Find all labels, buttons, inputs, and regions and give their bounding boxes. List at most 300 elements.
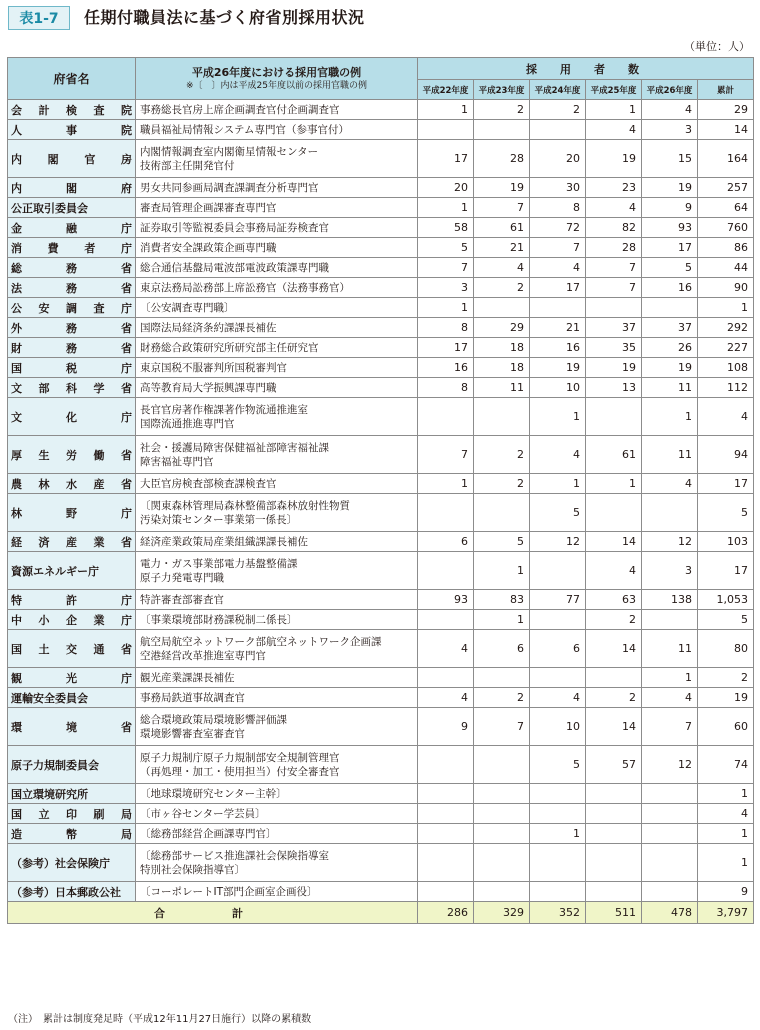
year-value: 1 xyxy=(418,198,474,218)
table-row xyxy=(8,218,754,238)
year-value: 1 xyxy=(418,100,474,120)
year-value: 20 xyxy=(418,178,474,198)
year-value: 26 xyxy=(642,338,698,358)
year-value: 3 xyxy=(418,278,474,298)
year-value xyxy=(474,804,530,824)
table-row xyxy=(8,590,754,610)
year-value xyxy=(530,804,586,824)
year-value xyxy=(418,804,474,824)
year-value xyxy=(586,668,642,688)
year-value: 5 xyxy=(530,494,586,532)
year-value: 19 xyxy=(642,358,698,378)
total-year-value: 478 xyxy=(642,902,698,924)
cumulative-value: 1 xyxy=(698,824,754,844)
year-value: 138 xyxy=(642,590,698,610)
ministry-name: 環 境 省 xyxy=(8,708,136,746)
header-year: 平成24年度 xyxy=(530,80,586,100)
year-value xyxy=(474,824,530,844)
year-value xyxy=(418,552,474,590)
table-row xyxy=(8,882,754,902)
cumulative-value: 112 xyxy=(698,378,754,398)
post-example-cell xyxy=(136,824,418,844)
year-value: 82 xyxy=(586,218,642,238)
year-value xyxy=(418,668,474,688)
post-example: 総合環境政策局環境影響評価課 xyxy=(140,713,287,726)
year-value xyxy=(530,882,586,902)
ministry-name: 外 務 省 xyxy=(8,318,136,338)
post-example: 航空局航空ネットワーク部航空ネットワーク企画課 xyxy=(140,635,382,648)
post-example: 財務総合政策研究所研究部主任研究官 xyxy=(140,341,319,354)
post-example-cell xyxy=(136,882,418,902)
post-example: 消費者安全課政策企画専門職 xyxy=(140,241,277,254)
cumulative-value: 4 xyxy=(698,398,754,436)
post-example: 職員福祉局情報システム専門官（参事官付） xyxy=(140,123,349,136)
year-value: 5 xyxy=(474,532,530,552)
year-value: 23 xyxy=(586,178,642,198)
year-value xyxy=(418,844,474,882)
year-value xyxy=(418,494,474,532)
unit-label: （単位：人） xyxy=(684,40,750,53)
table-row xyxy=(8,844,754,882)
year-value xyxy=(642,844,698,882)
post-example-cell xyxy=(136,668,418,688)
year-value: 2 xyxy=(474,688,530,708)
post-example: 空港経営改革推進室専門官 xyxy=(140,649,266,662)
cumulative-value: 74 xyxy=(698,746,754,784)
year-value xyxy=(474,746,530,784)
table-row xyxy=(8,688,754,708)
table-row xyxy=(8,436,754,474)
year-value: 7 xyxy=(418,436,474,474)
post-example: 〔総務部サービス推進課社会保険指導室 xyxy=(140,849,329,862)
header-year: 平成25年度 xyxy=(586,80,642,100)
table-row xyxy=(8,378,754,398)
ministry-name: 国 立 印 刷 局 xyxy=(8,804,136,824)
header-posts-note: ※〔 〕内は平成25年度以前の採用官職の例 xyxy=(186,80,367,91)
post-example: 〔コーポレートIT部門企画室企画役〕 xyxy=(140,885,318,898)
cumulative-value: 103 xyxy=(698,532,754,552)
year-value: 30 xyxy=(530,178,586,198)
post-example: 高等教育局大学振興課専門職 xyxy=(140,381,277,394)
post-example: 特別社会保険指導官〕 xyxy=(140,863,245,876)
cumulative-value: 5 xyxy=(698,610,754,630)
year-value xyxy=(642,610,698,630)
ministry-name: 人 事 院 xyxy=(8,120,136,140)
cumulative-value: 17 xyxy=(698,552,754,590)
year-value: 11 xyxy=(642,630,698,668)
cumulative-value: 29 xyxy=(698,100,754,120)
year-value xyxy=(474,120,530,140)
year-value: 7 xyxy=(530,238,586,258)
header-recruit-count: 採 用 者 数 xyxy=(418,58,754,80)
post-example-cell xyxy=(136,590,418,610)
year-value: 10 xyxy=(530,708,586,746)
post-example-cell xyxy=(136,436,418,474)
cumulative-value: 80 xyxy=(698,630,754,668)
ministry-name: （参考）日本郵政公社 xyxy=(8,882,136,902)
year-value: 19 xyxy=(586,358,642,378)
post-example: 観光産業課課長補佐 xyxy=(140,671,235,684)
cumulative-value: 257 xyxy=(698,178,754,198)
ministry-name: 文 部 科 学 省 xyxy=(8,378,136,398)
year-value: 61 xyxy=(474,218,530,238)
year-value: 11 xyxy=(642,436,698,474)
year-value: 12 xyxy=(530,532,586,552)
year-value: 2 xyxy=(530,100,586,120)
cumulative-value: 14 xyxy=(698,120,754,140)
ministry-name: 消 費 者 庁 xyxy=(8,238,136,258)
cumulative-value: 17 xyxy=(698,474,754,494)
post-example-cell xyxy=(136,218,418,238)
year-value: 17 xyxy=(418,140,474,178)
table-row xyxy=(8,358,754,378)
post-example: 総合通信基盤局電波部電波政策課専門職 xyxy=(140,261,329,274)
post-example-cell xyxy=(136,688,418,708)
year-value: 2 xyxy=(474,278,530,298)
post-example-cell xyxy=(136,198,418,218)
year-value: 21 xyxy=(474,238,530,258)
post-example: 経済産業政策局産業組織課課長補佐 xyxy=(140,535,308,548)
year-value: 4 xyxy=(642,474,698,494)
post-example-cell xyxy=(136,298,418,318)
year-value xyxy=(586,398,642,436)
post-example: 〔公安調査専門職〕 xyxy=(140,301,235,314)
year-value: 2 xyxy=(474,100,530,120)
year-value xyxy=(642,298,698,318)
year-value xyxy=(530,844,586,882)
post-example-cell xyxy=(136,474,418,494)
year-value xyxy=(530,120,586,140)
year-value: 37 xyxy=(642,318,698,338)
total-year-value: 286 xyxy=(418,902,474,924)
year-value: 57 xyxy=(586,746,642,784)
footnote: （注） 累計は制度発足時（平成12年11月27日施行）以降の累積数 xyxy=(8,1014,312,1025)
ministry-name: 金 融 庁 xyxy=(8,218,136,238)
year-value xyxy=(586,298,642,318)
year-value: 83 xyxy=(474,590,530,610)
year-value: 19 xyxy=(642,178,698,198)
year-value: 7 xyxy=(586,278,642,298)
year-value: 1 xyxy=(586,474,642,494)
year-value: 5 xyxy=(642,258,698,278)
ministry-name: 公 安 調 査 庁 xyxy=(8,298,136,318)
post-example-cell xyxy=(136,746,418,784)
year-value xyxy=(474,784,530,804)
ministry-name: 総 務 省 xyxy=(8,258,136,278)
post-example: 国際法局経済条約課課長補佐 xyxy=(140,321,277,334)
year-value: 35 xyxy=(586,338,642,358)
post-example-cell xyxy=(136,532,418,552)
year-value: 15 xyxy=(642,140,698,178)
cumulative-value: 86 xyxy=(698,238,754,258)
year-value: 1 xyxy=(642,398,698,436)
year-value: 4 xyxy=(530,258,586,278)
year-value: 2 xyxy=(474,474,530,494)
year-value: 14 xyxy=(586,630,642,668)
table-row xyxy=(8,610,754,630)
year-value: 4 xyxy=(642,100,698,120)
post-example: 長官官房著作権課著作物流通推進室 xyxy=(140,403,308,416)
post-example: 男女共同参画局調査課調査分析専門官 xyxy=(140,181,319,194)
post-example: 東京法務局訟務部上席訟務官（法務事務官） xyxy=(140,281,350,294)
post-example-cell xyxy=(136,708,418,746)
cumulative-value: 90 xyxy=(698,278,754,298)
year-value: 17 xyxy=(530,278,586,298)
table-row xyxy=(8,178,754,198)
year-value xyxy=(642,494,698,532)
year-value: 7 xyxy=(642,708,698,746)
year-value: 4 xyxy=(586,198,642,218)
table-row xyxy=(8,552,754,590)
year-value: 4 xyxy=(418,630,474,668)
cumulative-value: 760 xyxy=(698,218,754,238)
post-example-cell xyxy=(136,784,418,804)
total-row xyxy=(8,902,754,924)
year-value: 13 xyxy=(586,378,642,398)
ministry-name: 公正取引委員会 xyxy=(8,198,136,218)
ministry-name: 運輸安全委員会 xyxy=(8,688,136,708)
post-example-cell xyxy=(136,610,418,630)
year-value xyxy=(474,668,530,688)
year-value xyxy=(418,610,474,630)
cumulative-value: 44 xyxy=(698,258,754,278)
cumulative-value: 1 xyxy=(698,784,754,804)
cumulative-value: 2 xyxy=(698,668,754,688)
post-example: 国際流通推進専門官 xyxy=(140,417,235,430)
cumulative-value: 1 xyxy=(698,844,754,882)
ministry-name: 国 税 庁 xyxy=(8,358,136,378)
ministry-name: 特 許 庁 xyxy=(8,590,136,610)
table-row xyxy=(8,298,754,318)
post-example: 電力・ガス事業部電力基盤整備課 xyxy=(140,557,298,570)
total-label: 合 計 xyxy=(8,902,418,924)
cumulative-value: 164 xyxy=(698,140,754,178)
post-example-cell xyxy=(136,140,418,178)
post-example-cell xyxy=(136,278,418,298)
year-value: 1 xyxy=(642,668,698,688)
year-value: 4 xyxy=(586,552,642,590)
post-example-cell xyxy=(136,844,418,882)
header-year: 平成26年度 xyxy=(642,80,698,100)
year-value: 72 xyxy=(530,218,586,238)
year-value: 14 xyxy=(586,708,642,746)
year-value xyxy=(586,784,642,804)
cumulative-value: 94 xyxy=(698,436,754,474)
year-value xyxy=(586,844,642,882)
year-value: 93 xyxy=(418,590,474,610)
year-value: 16 xyxy=(418,358,474,378)
table-row xyxy=(8,198,754,218)
table-row xyxy=(8,318,754,338)
table-row xyxy=(8,140,754,178)
table-row xyxy=(8,338,754,358)
header-year: 平成22年度 xyxy=(418,80,474,100)
post-example-cell xyxy=(136,100,418,120)
post-example: 汚染対策センター事業第一係長〕 xyxy=(140,513,298,526)
post-example-cell xyxy=(136,398,418,436)
table-row xyxy=(8,532,754,552)
year-value xyxy=(418,784,474,804)
table-row xyxy=(8,398,754,436)
header-cumulative: 累計 xyxy=(698,80,754,100)
cumulative-value: 19 xyxy=(698,688,754,708)
year-value: 5 xyxy=(530,746,586,784)
post-example-cell xyxy=(136,358,418,378)
table-row xyxy=(8,630,754,668)
post-example-cell xyxy=(136,630,418,668)
post-example: 〔事業環境部財務課税制二係長〕 xyxy=(140,613,298,626)
year-value: 8 xyxy=(418,318,474,338)
ministry-name: 国 土 交 通 省 xyxy=(8,630,136,668)
year-value: 19 xyxy=(530,358,586,378)
cumulative-value: 108 xyxy=(698,358,754,378)
table-row xyxy=(8,238,754,258)
post-example: 〔市ヶ谷センター学芸員〕 xyxy=(140,807,266,820)
year-value xyxy=(530,298,586,318)
year-value xyxy=(530,668,586,688)
year-value: 28 xyxy=(586,238,642,258)
table-row xyxy=(8,278,754,298)
year-value: 9 xyxy=(642,198,698,218)
year-value: 1 xyxy=(474,552,530,590)
cumulative-value: 4 xyxy=(698,804,754,824)
year-value xyxy=(586,824,642,844)
post-example-cell xyxy=(136,378,418,398)
post-example-cell xyxy=(136,552,418,590)
year-value: 63 xyxy=(586,590,642,610)
year-value: 61 xyxy=(586,436,642,474)
table-row xyxy=(8,746,754,784)
post-example: 証券取引等監視委員会事務局証券検査官 xyxy=(140,221,329,234)
year-value xyxy=(586,494,642,532)
ministry-name: 農 林 水 産 省 xyxy=(8,474,136,494)
year-value: 19 xyxy=(586,140,642,178)
year-value: 12 xyxy=(642,532,698,552)
year-value: 5 xyxy=(418,238,474,258)
header-posts-title: 平成26年度における採用官職の例 xyxy=(191,65,362,79)
year-value xyxy=(586,882,642,902)
ministry-name: 会 計 検 査 院 xyxy=(8,100,136,120)
year-value: 7 xyxy=(474,708,530,746)
year-value xyxy=(418,120,474,140)
year-value: 7 xyxy=(474,198,530,218)
year-value: 6 xyxy=(418,532,474,552)
post-example: 事務局鉄道事故調査官 xyxy=(140,691,245,704)
year-value xyxy=(418,824,474,844)
post-example: （再処理・加工・使用担当）付安全審査官 xyxy=(140,765,340,778)
table-row xyxy=(8,100,754,120)
year-value xyxy=(474,398,530,436)
table-body xyxy=(8,100,754,924)
year-value: 20 xyxy=(530,140,586,178)
post-example-cell xyxy=(136,804,418,824)
post-example: 環境影響審査室審査官 xyxy=(140,727,245,740)
ministry-name: 経 済 産 業 省 xyxy=(8,532,136,552)
year-value: 18 xyxy=(474,338,530,358)
year-value xyxy=(418,746,474,784)
year-value: 37 xyxy=(586,318,642,338)
year-value: 16 xyxy=(642,278,698,298)
post-example-cell xyxy=(136,338,418,358)
year-value xyxy=(642,882,698,902)
year-value: 4 xyxy=(642,688,698,708)
year-value: 8 xyxy=(418,378,474,398)
table-row xyxy=(8,668,754,688)
year-value: 11 xyxy=(474,378,530,398)
table-number-badge: 表1-7 xyxy=(8,6,70,30)
ministry-name: 内 閣 官 房 xyxy=(8,140,136,178)
cumulative-value: 1 xyxy=(698,298,754,318)
post-example: 障害福祉専門官 xyxy=(140,455,214,468)
post-example: 〔関東森林管理局森林整備部森林放射性物質 xyxy=(140,499,350,512)
ministry-name: 林 野 庁 xyxy=(8,494,136,532)
post-example: 特許審査部審査官 xyxy=(140,593,224,606)
post-example: 審査局管理企画課審査専門官 xyxy=(140,201,277,214)
year-value xyxy=(642,784,698,804)
post-example: 技術部主任開発官付 xyxy=(140,159,235,172)
cumulative-value: 60 xyxy=(698,708,754,746)
year-value: 4 xyxy=(474,258,530,278)
year-value: 29 xyxy=(474,318,530,338)
year-value: 1 xyxy=(530,824,586,844)
year-value: 18 xyxy=(474,358,530,378)
ministry-name: 内 閣 府 xyxy=(8,178,136,198)
cumulative-value: 292 xyxy=(698,318,754,338)
post-example: 社会・援護局障害保健福祉部障害福祉課 xyxy=(140,441,329,454)
year-value: 19 xyxy=(474,178,530,198)
ministry-name: 文 化 庁 xyxy=(8,398,136,436)
year-value xyxy=(530,784,586,804)
post-example: 原子力発電専門職 xyxy=(140,571,224,584)
year-value: 10 xyxy=(530,378,586,398)
post-example: 事務総長官房上席企画調査官付企画調査官 xyxy=(140,103,340,116)
year-value xyxy=(642,824,698,844)
ministry-name: 法 務 省 xyxy=(8,278,136,298)
year-value: 7 xyxy=(586,258,642,278)
year-value: 14 xyxy=(586,532,642,552)
year-value: 7 xyxy=(418,258,474,278)
ministry-name: 中 小 企 業 庁 xyxy=(8,610,136,630)
ministry-name: 厚 生 労 働 省 xyxy=(8,436,136,474)
ministry-name: 造 幣 局 xyxy=(8,824,136,844)
year-value: 4 xyxy=(530,688,586,708)
year-value: 4 xyxy=(418,688,474,708)
cumulative-value: 227 xyxy=(698,338,754,358)
table-row xyxy=(8,120,754,140)
ministry-name: 資源エネルギー庁 xyxy=(8,552,136,590)
year-value: 8 xyxy=(530,198,586,218)
table-header-area xyxy=(0,0,760,40)
year-value xyxy=(474,494,530,532)
year-value: 77 xyxy=(530,590,586,610)
year-value: 17 xyxy=(418,338,474,358)
year-value: 3 xyxy=(642,552,698,590)
year-value: 28 xyxy=(474,140,530,178)
table-row xyxy=(8,784,754,804)
year-value: 1 xyxy=(530,398,586,436)
year-value: 93 xyxy=(642,218,698,238)
cumulative-value: 9 xyxy=(698,882,754,902)
year-value: 58 xyxy=(418,218,474,238)
post-example-cell xyxy=(136,238,418,258)
post-example-cell xyxy=(136,318,418,338)
year-value xyxy=(642,804,698,824)
recruitment-table xyxy=(7,57,754,924)
year-value xyxy=(418,398,474,436)
year-value xyxy=(530,552,586,590)
year-value: 1 xyxy=(418,298,474,318)
year-value xyxy=(530,610,586,630)
